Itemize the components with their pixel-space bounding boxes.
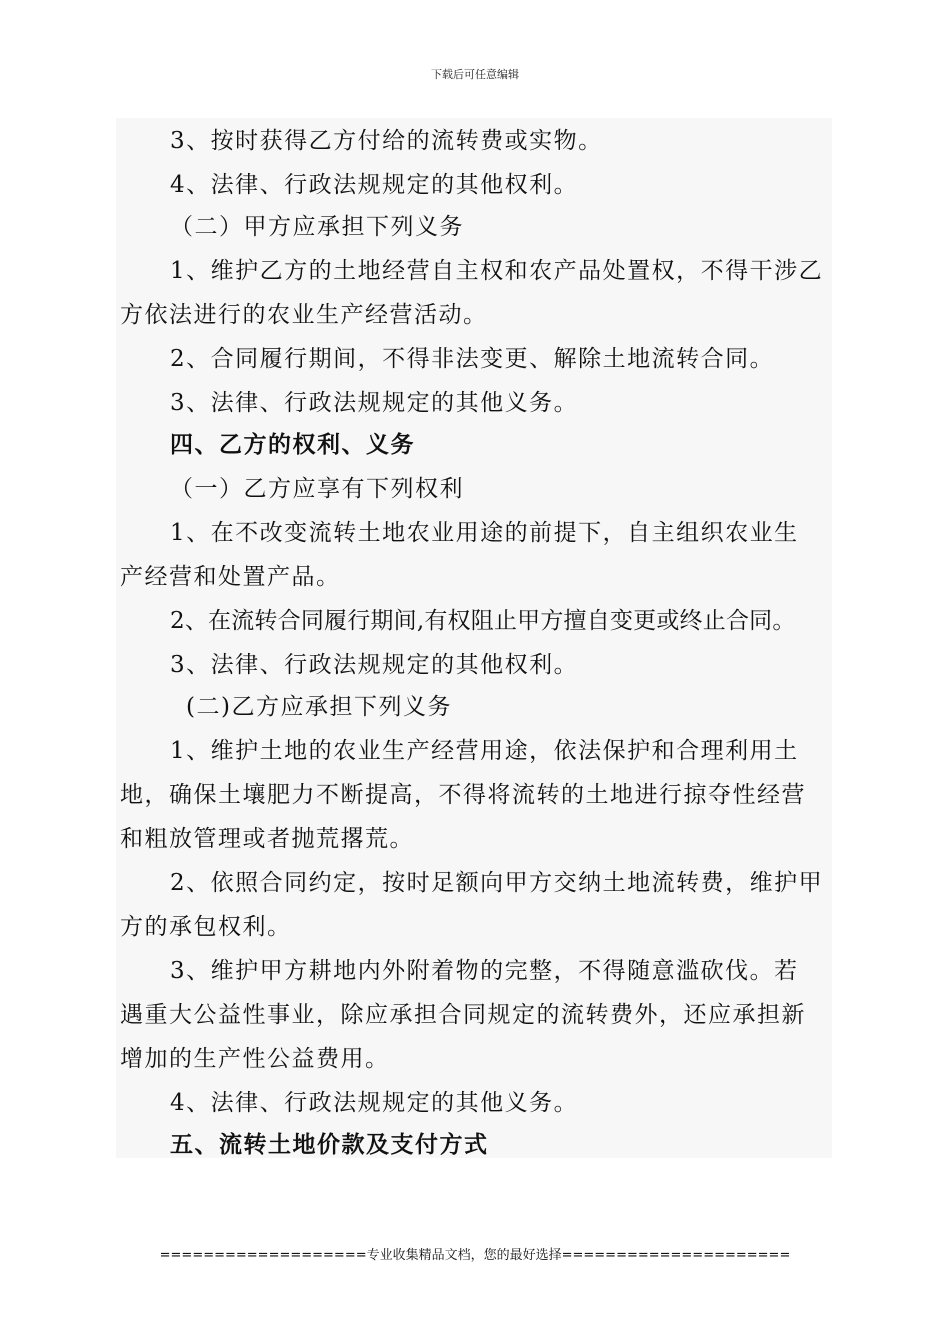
- paragraph-line: 和粗放管理或者抛荒撂荒。: [120, 826, 414, 852]
- paragraph-line: 1、维护乙方的土地经营自主权和农产品处置权，不得干涉乙: [170, 258, 824, 284]
- subsection-heading: (二)乙方应承担下列义务: [186, 694, 452, 720]
- paragraph-line: 增加的生产性公益费用。: [120, 1046, 390, 1072]
- paragraph-line: 4、法律、行政法规规定的其他义务。: [170, 1090, 579, 1116]
- paragraph-line: 3、法律、行政法规规定的其他义务。: [170, 390, 579, 416]
- paragraph-line: 1、维护土地的农业生产经营用途，依法保护和合理利用土: [170, 738, 799, 764]
- footer-note: ===================专业收集精品文档，您的最好选择=====================: [159, 1248, 791, 1263]
- paragraph-line: 3、按时获得乙方付给的流转费或实物。: [170, 128, 603, 154]
- header-note: 下载后可任意编辑: [431, 68, 519, 81]
- paragraph-line: 4、法律、行政法规规定的其他权利。: [170, 172, 579, 198]
- subsection-heading: （二）甲方应承担下列义务: [170, 214, 464, 240]
- paragraph-line: 1、在不改变流转土地农业用途的前提下，自主组织农业生: [170, 520, 799, 546]
- paragraph-line: 2、在流转合同履行期间,有权阻止甲方擅自变更或终止合同。: [170, 608, 796, 634]
- paragraph-line: 2、合同履行期间，不得非法变更、解除土地流转合同。: [170, 346, 775, 372]
- section-heading: 五、流转土地价款及支付方式: [170, 1132, 489, 1158]
- paragraph-line: 产经营和处置产品。: [120, 564, 341, 590]
- subsection-heading: （一）乙方应享有下列权利: [170, 476, 464, 502]
- paragraph-line: 3、法律、行政法规规定的其他权利。: [170, 652, 579, 678]
- paragraph-line: 遇重大公益性事业，除应承担合同规定的流转费外，还应承担新: [120, 1002, 806, 1028]
- section-heading: 四、乙方的权利、义务: [170, 432, 415, 458]
- paragraph-line: 方的承包权利。: [120, 914, 292, 940]
- paragraph-line: 2、依照合同约定，按时足额向甲方交纳土地流转费，维护甲: [170, 870, 824, 896]
- paragraph-line: 方依法进行的农业生产经营活动。: [120, 302, 488, 328]
- paragraph-line: 3、维护甲方耕地内外附着物的完整，不得随意滥砍伐。若: [170, 958, 799, 984]
- paragraph-line: 地，确保土壤肥力不断提高，不得将流转的土地进行掠夺性经营: [120, 782, 806, 808]
